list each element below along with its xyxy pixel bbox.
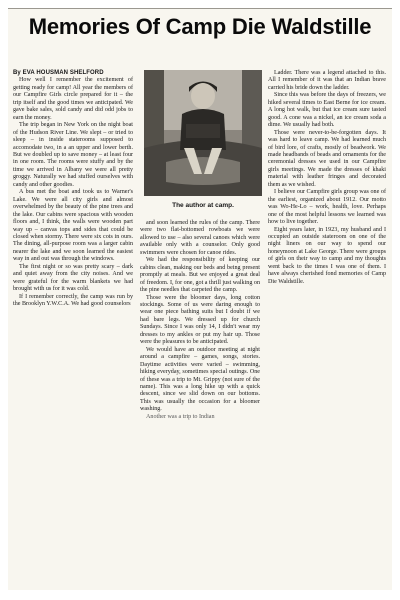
paragraph: A bus met the boat and took us to Warner's Lake. We were all city girls and almost overwhelmed by the beauty of the pine trees and the lake. Our cabins were spacious with wooden floors and, I think, the walls were wooden part way up – canvas tops and sides that could be closed when stormy. There were six cots in ours. The dining, all-purpose room was a larger cabin nearer the lake and we soon learned the easiest way in and out was through the windows.	[13, 189, 133, 263]
paragraph: I believe our Campfire girls group was one of the earliest, organized about 1912. Our motto was Wo-He-Lo – work, health, love. Perhaps one of the most helpful lessons we learned was how to live together.	[268, 189, 386, 226]
paragraph: Another was a trip to Indian	[146, 413, 215, 420]
paragraph: Eight years later, in 1923, my husband and I occupied an outside stateroom on one of the night liners on our way to spend our honeymoon at Lake George. There were groups of girls on their way to camp and my thoughts went back to the times I was one of them. I have always cherished fond memories of Camp Die Waldstille.	[268, 226, 386, 285]
column-3	[268, 70, 386, 286]
author-photo	[144, 70, 262, 196]
paragraph: Since this was before the days of freezers, we hiked several times to East Berne for ice cream. A long hot walk, but that ice cream sure tasted good. A cone was a nickel, an ice cream soda a dime. We usually had both.	[268, 92, 386, 129]
author-photo-image	[144, 70, 262, 196]
paragraph: Those were the bloomer days, long cotton stockings. Some of us were daring enough to wear one piece bathing suits but I doubt if we had bare legs. We dressed up for church Sundays. Since I was only 14, I didn't wear my dresses to my ankles or put my hair up. Those were the pleasures to be anticipated.	[140, 294, 260, 346]
paragraph: and soon learned the rules of the camp. There were two flat-bottomed rowboats we were allowed to use – also several canoes which were available only with a counselor. Only good swimmers were chosen for canoe rides.	[140, 220, 260, 256]
paragraph: How well I remember the excitement of getting ready for camp! All year the members of our Campfire Girls circle prepared for it – the trip itself and the good times we anticipated. We gave bake sales, sold candy and did odd jobs to earn the money.	[13, 77, 133, 121]
headline: Memories Of Camp Die Waldstille	[28, 14, 372, 39]
paragraph: Those were never-to-be-forgotten days. It was hard to leave camp. We had learned much of bird lore, of crafts, mostly of beadwork. We made headbands of beads and ornaments for the ceremonial dresses we used in our Campfire girls meetings. We made the dresses of khaki material with leather fringes and decorated them as we wished.	[268, 129, 386, 188]
paragraph: Ladder. There was a legend attached to this. All I remember of it was that an Indian brave carried his bride down the ladder.	[268, 70, 386, 91]
photo-caption: The author at camp.	[172, 202, 234, 209]
paragraph: If I remember correctly, the camp was run by the Brooklyn Y.W.C.A. We had good counselors	[13, 293, 133, 308]
paragraph: The trip began in New York on the night boat of the Hudson River Line. We slept – or tried to sleep – in inside staterooms supposed to accomodate two, in a an upper and lower berth. But we doubled up to save money – at least four in one room. The rooms were stuffy and by the time we arrived in Albany we were all pretty groggy. Naturally we had stuffed ourselves with candy and other goodies.	[13, 122, 133, 188]
top-rule	[8, 8, 392, 9]
paragraph: We would have an outdoor meeting at night around a campfire – games, songs, stories. Daytime activities were varied – swimming, hiking everyday, sometimes special outings. One of these was a trip to Mt. Grippy (not sure of the name). This was a long hike up with a quick descent, since we slid down on our bottoms. This was usually the occasion for a bloomer washing.	[140, 346, 260, 413]
column-1	[13, 70, 133, 309]
paragraph: The first night or so was pretty scary – dark and quiet away from the city noises. And we were grateful for the warm blankets we had brought with us for it was cold.	[13, 263, 133, 293]
byline: By EVA HOUSMAN SHELFORD	[13, 70, 104, 76]
column-2	[140, 220, 260, 421]
paragraph: We had the responsibility of keeping our cabins clean, making our beds and being present promptly at meals. But we enjoyed a great deal of freedom. I, for one, got a thrill just walking on the pine needles that carpeted the camp.	[140, 257, 260, 294]
newspaper-clipping	[8, 8, 392, 590]
